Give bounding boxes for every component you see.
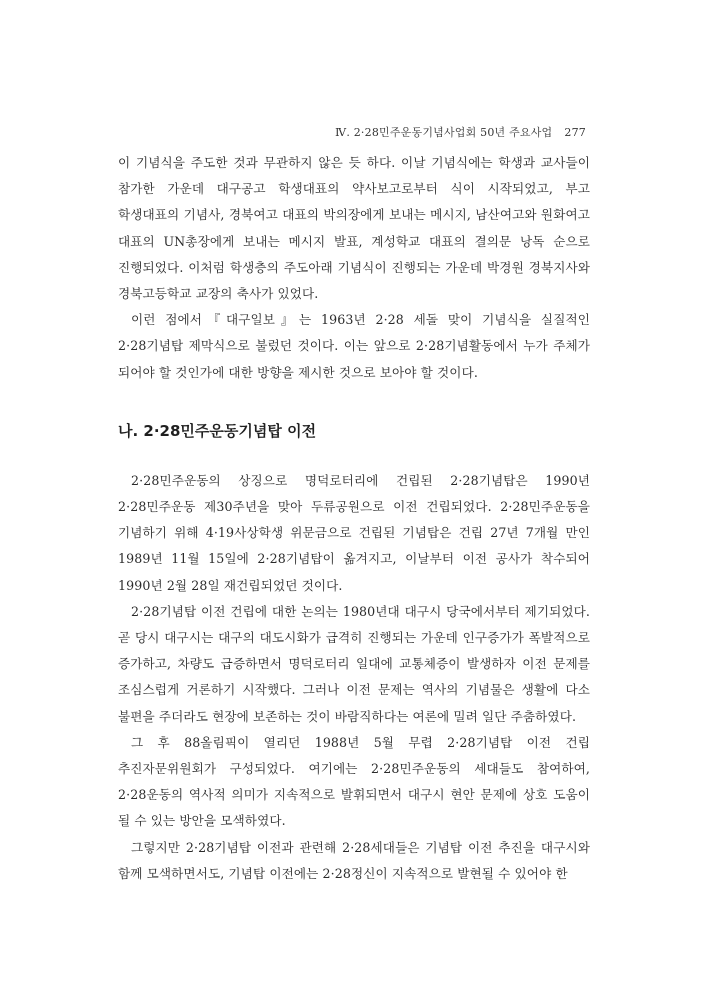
section-heading: 나. 2·28민주운동기념탑 이전 (118, 421, 317, 440)
body-paragraph: 그 후 88올림픽이 열리던 1988년 5월 무렵 2·28기념탑 이전 건립 추진자문위원회가 구성되었다. 여기에는 2·28민주운동의 세대들도 참여하여, 2·28운동의 역사적 의미가 지속적으로 발휘되면서 대구시 현안 문제에 상호 도움이 될 수 있는 방안을 모색하였다. (118, 734, 590, 829)
body-paragraph: 2·28민주운동의 상징으로 명덕로터리에 건립된 2·28기념탑은 1990년 2·28민주운동 제30주년을 맞아 두류공원으로 이전 건립되었다. 2·28민주운동을 기념하기 위해 4·19사상학생 위문금으로 건립된 기념탑은 건립 27년 7개월 만인 1989년 11월 15일에 2·28기념탑이 옮겨지고, 이날부터 이전 공사가 착수되어 1990년 2월 28일 재건립되었던 것이다. (118, 472, 590, 593)
body-paragraph: 이런 점에서『대구일보』는 1963년 2·28 세돌 맞이 기념식을 실질적인 2·28기념탑 제막식으로 불렀던 것이다. 이는 앞으로 2·28기념활동에서 누가 주체가 되어야 할 것인가에 대한 방향을 제시한 것으로 보아야 할 것이다. (118, 312, 590, 380)
running-title: Ⅳ. 2·28민주운동기념사업회 50년 주요사업 (335, 126, 553, 139)
page-number: 277 (564, 126, 586, 139)
body-paragraph: 2·28기념탑 이전 건립에 대한 논의는 1980년대 대구시 당국에서부터 제기되었다. 곧 당시 대구시는 대구의 대도시화가 급격히 진행되는 가운데 인구증가가 폭발적으로 증가하고, 차량도 급증하면서 명덕로터리 일대에 교통체증이 발생하자 이전 문제를 조심스럽게 거론하기 시작했다. 그러나 이전 문제는 역사의 기념물은 생활에 다소 불편을 주더라도 현장에 보존하는 것이 바람직하다는 여론에 밀려 일단 주춤하였다. (118, 603, 590, 724)
paragraph-group-after (118, 468, 590, 887)
body-paragraph: 그렇지만 2·28기념탑 이전과 관련해 2·28세대들은 기념탑 이전 추진을 대구시와 함께 모색하면서도, 기념탑 이전에는 2·28정신이 지속적으로 발현될 수 있어야 한 (118, 839, 590, 881)
body-paragraph: 이 기념식을 주도한 것과 무관하지 않은 듯 하다. 이날 기념식에는 학생과 교사들이 참가한 가운데 대구공고 학생대표의 약사보고로부터 식이 시작되었고, 부고 학생대표의 기념사, 경북여고 대표의 박의장에게 보내는 메시지, 남산여고와 원화여고 대표의 UN총장에게 보내는 메시지 발표, 계성학교 대표의 결의문 낭독 순으로 진행되었다. 이처럼 학생층의 주도아래 기념식이 진행되는 가운데 박경원 경북지사와 경북고등학교 교장의 축사가 있었다. (118, 155, 590, 302)
running-header (335, 124, 586, 140)
page-body (118, 150, 590, 887)
paragraph-group-before (118, 150, 590, 386)
